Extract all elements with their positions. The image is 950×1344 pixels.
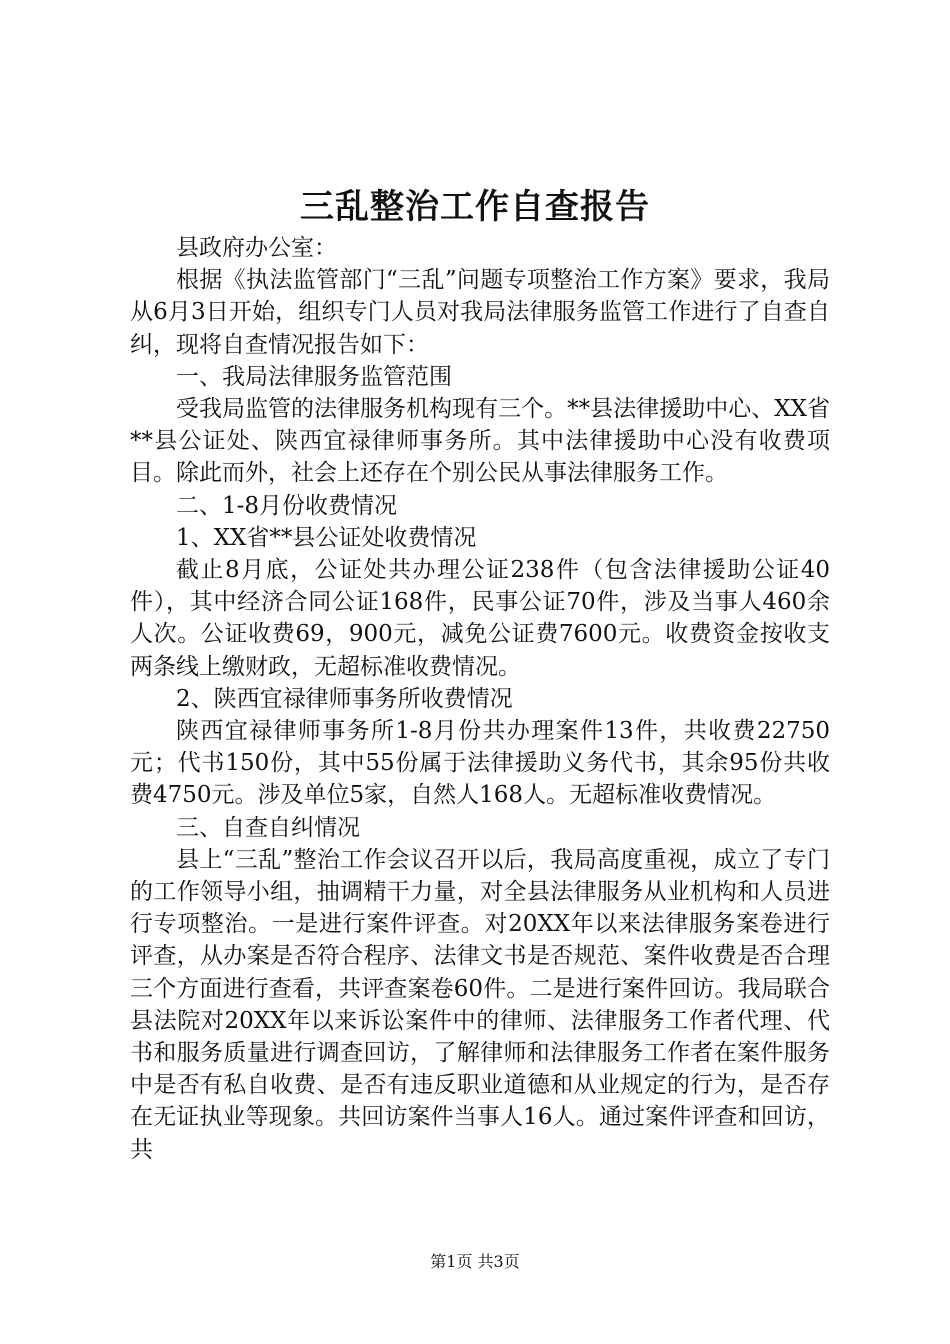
- heading-subsection-2-1: 1、XX省**县公证处收费情况: [176, 524, 477, 551]
- paragraph-self-inspection: 县上“三乱”整治工作会议召开以后，我局高度重视，成立了专门的工作领导小组，抽调精干力量，对全县法律服务从业机构和人员进行专项整治。一是进行案件评查。对20XX年以来法律服务案卷进行评查，从办案是否符合程序、法律文书是否规范、案件收费是否合理三个方面进行查看，共评查案卷60件。二是进行案件回访。我局联合县法院对20XX年以来诉讼案件中的律师、法律服务工作者代理、代书和服务质量进行调查回访，了解律师和法律服务工作者在案件服务中是否有私自收费、是否有违反职业道德和从业规定的行为，是否存在无证执业等现象。共回访案件当事人16人。通过案件评查和回访，共: [130, 846, 830, 1163]
- paragraph-notary-fees: 截止8月底，公证处共办理公证238件（包含法律援助公证40件），其中经济合同公证168件，民事公证70件，涉及当事人460余人次。公证收费69，900元，减免公证费7600元。收费资金按收支两条线上缴财政，无超标准收费情况。: [130, 557, 830, 680]
- heading-section-3: 三、自查自纠情况: [176, 814, 360, 841]
- paragraph-intro: 根据《执法监管部门“三乱”问题专项整治工作方案》要求，我局从6月3日开始，组织专门人员对我局法律服务监管工作进行了自查自纠，现将自查情况报告如下：: [130, 267, 830, 358]
- heading-section-2: 二、1-8月份收费情况: [176, 492, 398, 519]
- document-title: 三乱整治工作自查报告: [300, 187, 650, 227]
- page-footer: 第1页 共3页: [430, 1252, 520, 1271]
- heading-subsection-2-2: 2、陕西宜禄律师事务所收费情况: [176, 685, 513, 712]
- paragraph-scope: 受我局监管的法律服务机构现有三个。**县法律援助中心、XX省**县公证处、陕西宜禄律师事务所。其中法律援助中心没有收费项目。除此而外，社会上还存在个别公民从事法律服务工作。: [130, 396, 830, 487]
- paragraph-salutation: 县政府办公室：: [176, 235, 337, 261]
- heading-section-1: 一、我局法律服务监管范围: [176, 363, 452, 390]
- paragraph-law-firm-fees: 陕西宜禄律师事务所1-8月份共办理案件13件，共收费22750元；代书150份，其中55份属于法律援助义务代书，其余95份共收费4750元。涉及单位5家，自然人168人。无超标准收费情况。: [130, 718, 830, 809]
- document-body: [130, 232, 830, 1166]
